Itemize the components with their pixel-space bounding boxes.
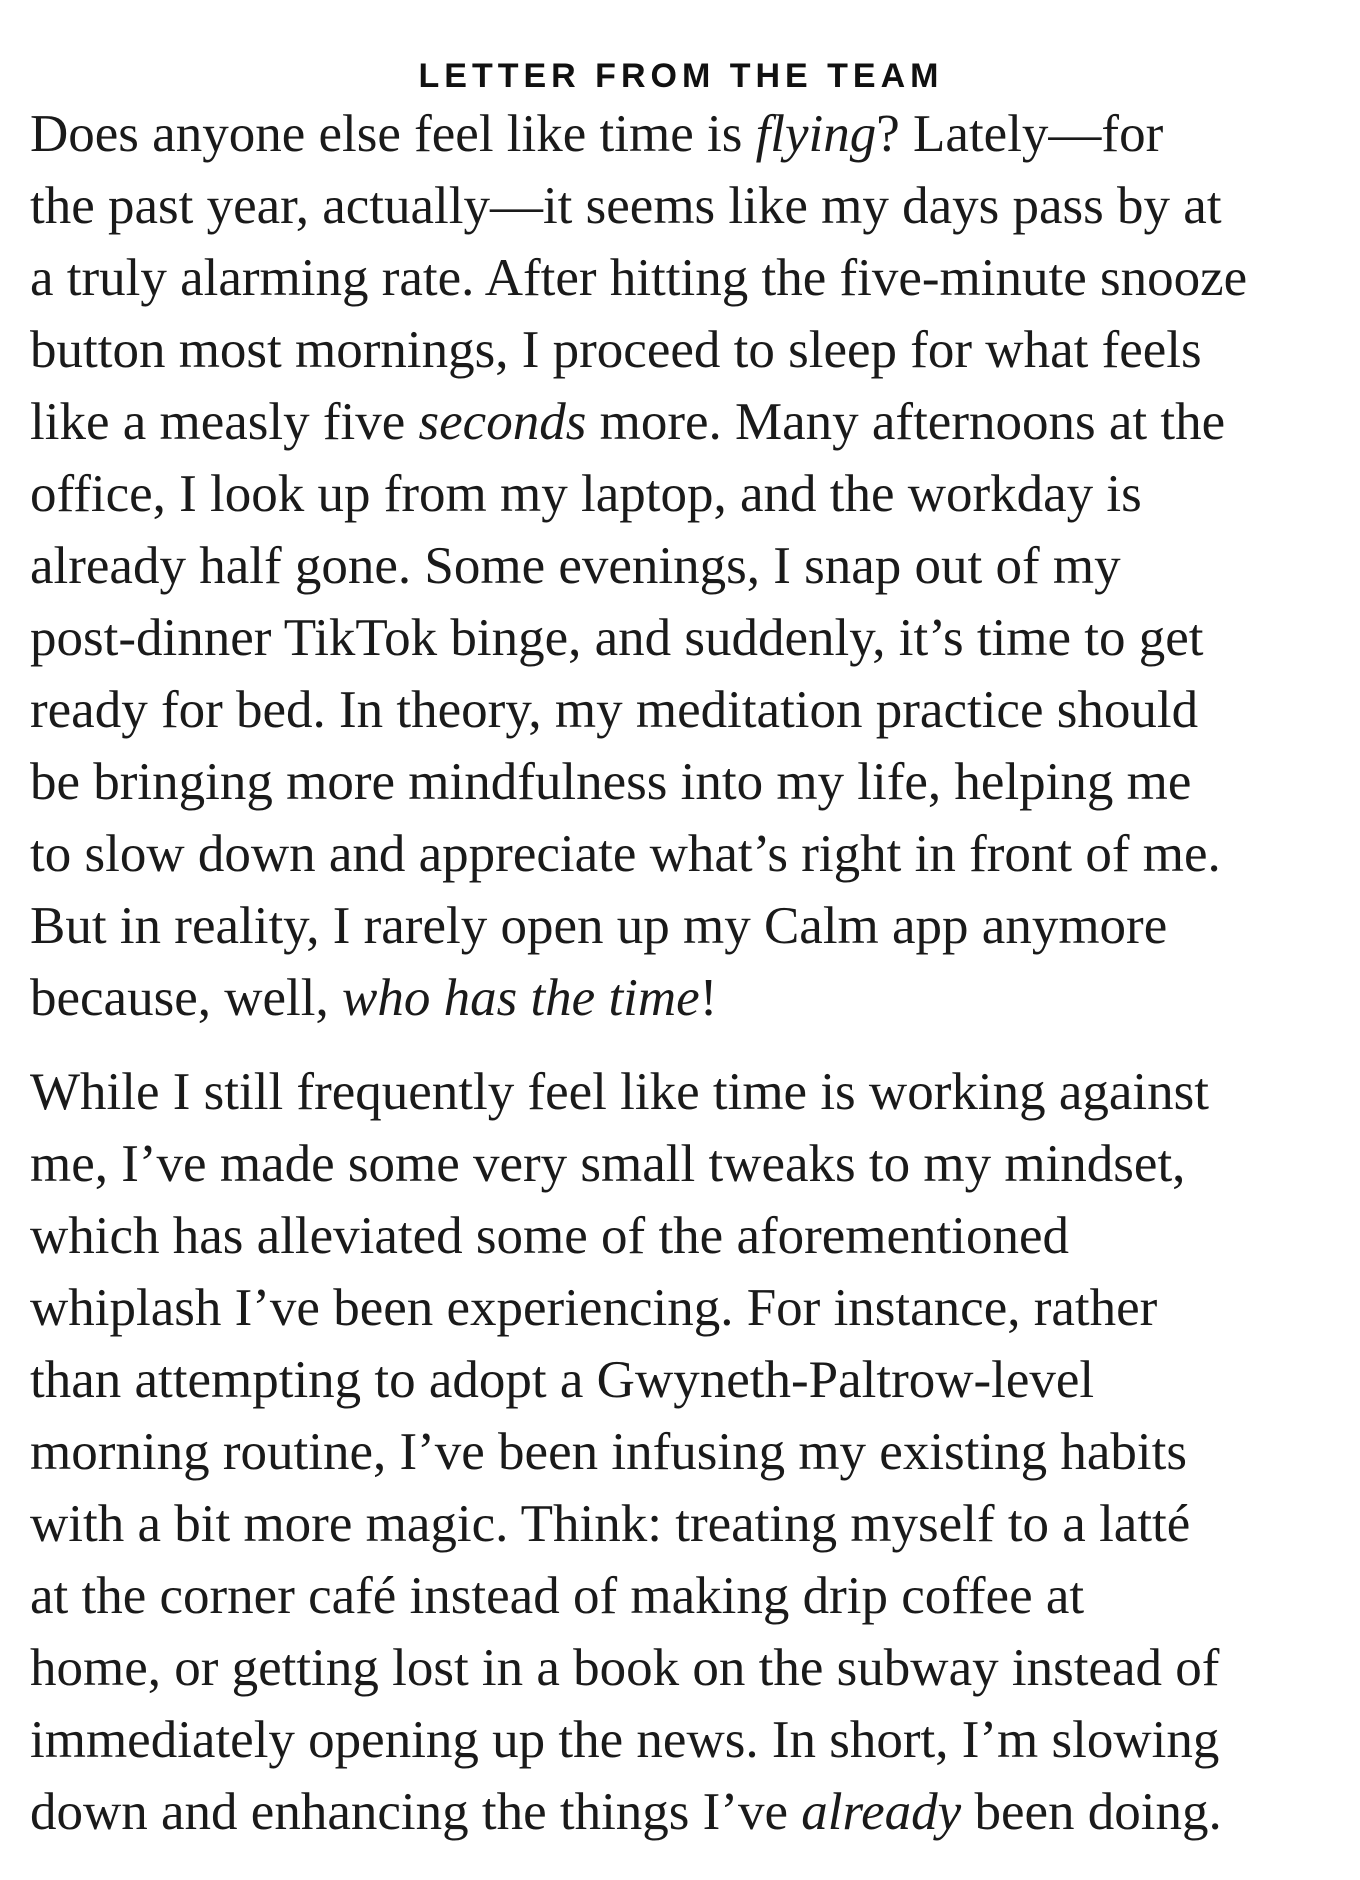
text-run: down and enhancing the things I’ve bbox=[30, 1783, 802, 1841]
section-kicker: LETTER FROM THE TEAM bbox=[418, 57, 944, 95]
text-run: ready for bed. In theory, my meditation practice should bbox=[30, 681, 1199, 739]
text-line bbox=[30, 746, 1332, 818]
text-line bbox=[30, 170, 1332, 242]
text-line bbox=[30, 530, 1332, 602]
text-line bbox=[30, 890, 1332, 962]
text-run: to slow down and appreciate what’s right in front of me. bbox=[30, 825, 1221, 883]
text-line bbox=[30, 458, 1332, 530]
text-line bbox=[30, 1128, 1332, 1200]
text-line bbox=[30, 1344, 1332, 1416]
text-run: already half gone. Some evenings, I snap out of my bbox=[30, 537, 1121, 595]
text-line bbox=[30, 674, 1332, 746]
text-run: because, well, bbox=[30, 969, 342, 1027]
text-run: Does anyone else feel like time is bbox=[30, 105, 756, 163]
text-line bbox=[30, 1056, 1332, 1128]
text-line bbox=[30, 1200, 1332, 1272]
text-line bbox=[30, 1488, 1332, 1560]
emphasis-text: who has the time bbox=[341, 969, 700, 1027]
text-run: morning routine, I’ve been infusing my existing habits bbox=[30, 1423, 1187, 1481]
text-run: button most mornings, I proceed to sleep for what feels bbox=[30, 321, 1202, 379]
text-line bbox=[30, 818, 1332, 890]
text-run: a truly alarming rate. After hitting the five-minute snooze bbox=[30, 249, 1248, 307]
text-line bbox=[30, 98, 1332, 170]
article-body bbox=[30, 98, 1332, 1848]
text-run: ! bbox=[699, 969, 718, 1027]
text-line bbox=[30, 1416, 1332, 1488]
text-run: than attempting to adopt a Gwyneth-Paltrow-level bbox=[30, 1351, 1095, 1409]
paragraph-2 bbox=[30, 1056, 1332, 1848]
text-run: home, or getting lost in a book on the subway instead of bbox=[30, 1639, 1220, 1697]
text-run: But in reality, I rarely open up my Calm app anymore bbox=[30, 897, 1168, 955]
emphasis-text: flying bbox=[755, 105, 877, 163]
text-line bbox=[30, 1632, 1332, 1704]
text-run: me, I’ve made some very small tweaks to my mindset, bbox=[30, 1135, 1186, 1193]
text-run: at the corner café instead of making drip coffee at bbox=[30, 1567, 1085, 1625]
text-line bbox=[30, 962, 1332, 1034]
text-run: more. Many afternoons at the bbox=[586, 393, 1226, 451]
text-line bbox=[30, 242, 1332, 314]
text-run: post-dinner TikTok binge, and suddenly, it’s time to get bbox=[30, 609, 1204, 667]
text-run: ? Lately—for bbox=[876, 105, 1164, 163]
text-run: which has alleviated some of the aforementioned bbox=[30, 1207, 1070, 1265]
text-line bbox=[30, 1560, 1332, 1632]
text-run: office, I look up from my laptop, and the workday is bbox=[30, 465, 1142, 523]
text-run: like a measly five bbox=[30, 393, 419, 451]
emphasis-text: already bbox=[801, 1783, 962, 1841]
text-line bbox=[30, 314, 1332, 386]
text-run: with a bit more magic. Think: treating myself to a latté bbox=[30, 1495, 1191, 1553]
text-run: be bringing more mindfulness into my life, helping me bbox=[30, 753, 1192, 811]
text-line bbox=[30, 386, 1332, 458]
text-run: the past year, actually—it seems like my days pass by at bbox=[30, 177, 1222, 235]
text-line bbox=[30, 1272, 1332, 1344]
paragraph-1 bbox=[30, 98, 1332, 1034]
text-run: While I still frequently feel like time is working against bbox=[30, 1063, 1209, 1121]
text-run: immediately opening up the news. In short, I’m slowing bbox=[30, 1711, 1220, 1769]
text-line bbox=[30, 1704, 1332, 1776]
text-line bbox=[30, 1776, 1332, 1848]
text-run: whiplash I’ve been experiencing. For instance, rather bbox=[30, 1279, 1158, 1337]
emphasis-text: seconds bbox=[418, 393, 587, 451]
text-line bbox=[30, 602, 1332, 674]
text-run: been doing. bbox=[961, 1783, 1222, 1841]
